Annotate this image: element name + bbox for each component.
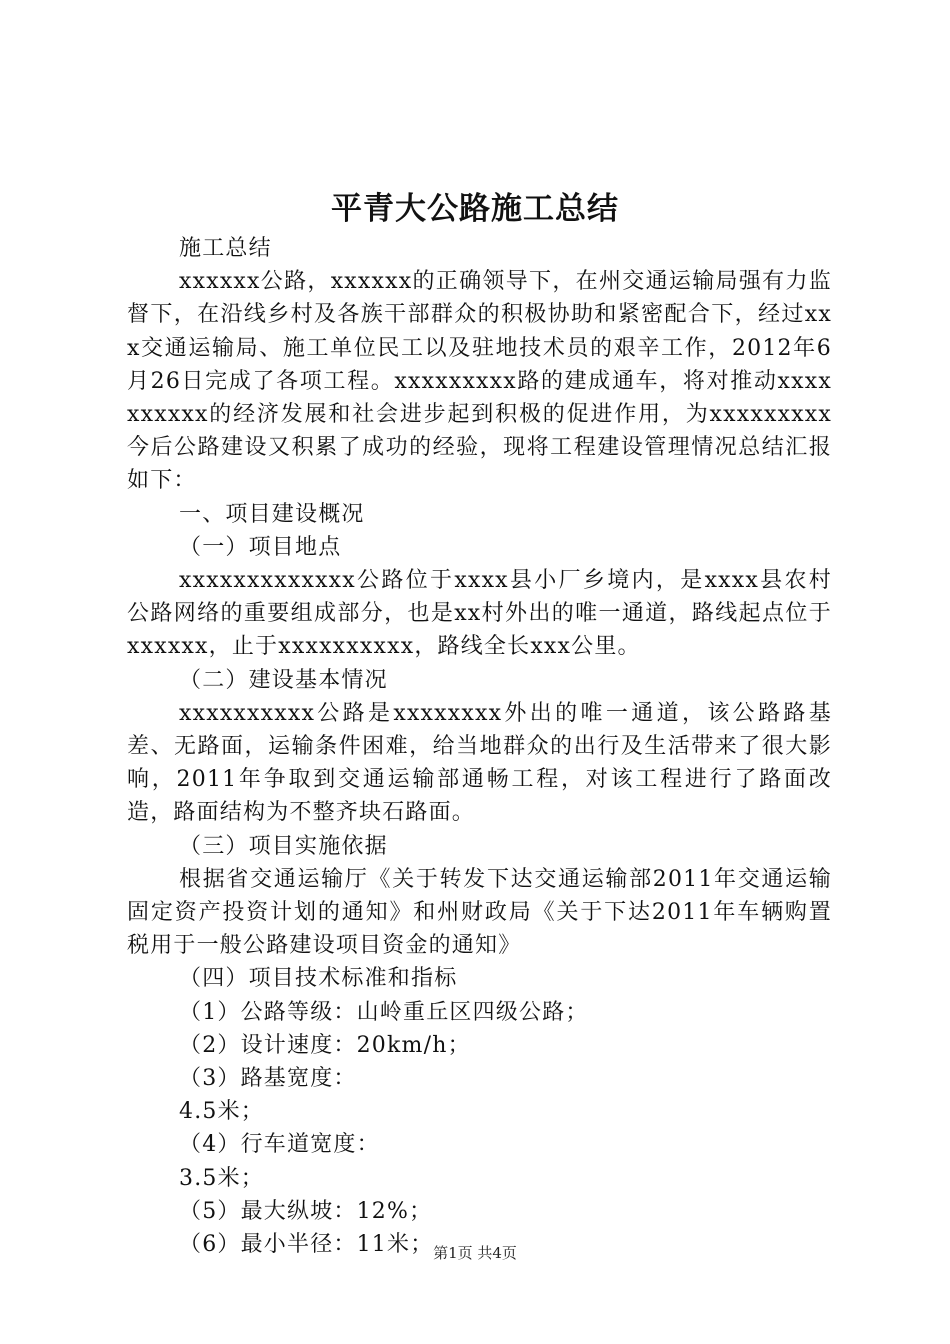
paragraph-basis: 根据省交通运输厅《关于转发下达交通运输部2011年交通运输固定资产投资计划的通知》和州财政局《关于下达2011年车辆购置税用于一般公路建设项目资金的通知》	[127, 866, 832, 959]
standard-min-radius: （6）最小半径：11米；	[179, 1232, 434, 1258]
standard-max-grade: （5）最大纵坡：12%；	[179, 1198, 433, 1224]
standard-subgrade-width-value: 4.5米；	[179, 1099, 264, 1125]
document-title: 平青大公路施工总结	[331, 191, 619, 227]
standard-lane-width-label: （4）行车道宽度：	[179, 1132, 380, 1158]
subsection-heading-standards: （四）项目技术标准和指标	[179, 966, 458, 992]
paragraph-basic-situation: xxxxxxxxxx公路是xxxxxxxx外出的唯一通道，该公路路基差、无路面，运输条件困难，给当地群众的出行及生活带来了很大影响，2011年争取到交通运输部通畅工程，对该工程进行了路面改造，路面结构为不整齐块石路面。	[127, 700, 832, 826]
page-footer: 第1页 共4页	[433, 1244, 517, 1262]
document-body	[127, 232, 832, 1261]
paragraph-summary-label: 施工总结	[179, 236, 272, 261]
standard-design-speed: （2）设计速度：20km/h；	[179, 1032, 471, 1058]
standard-road-grade: （1）公路等级：山岭重丘区四级公路；	[179, 999, 589, 1025]
paragraph-location: xxxxxxxxxxxxx公路位于xxxx县小厂乡境内，是xxxx县农村公路网络的重要组成部分，也是xx村外出的唯一通道，路线起点位于xxxxxx，止于xxxxxxxxxx，路线全长xxx公里。	[127, 568, 832, 660]
paragraph-intro: xxxxxx公路，xxxxxx的正确领导下，在州交通运输局强有力监督下，在沿线乡村及各族干部群众的积极协助和紧密配合下，经过xxx交通运输局、施工单位民工以及驻地技术员的艰辛工作，2012年6月26日完成了各项工程。xxxxxxxxx路的建成通车，将对推动xxxxxxxxxx的经济发展和社会进步起到积极的促进作用，为xxxxxxxxx今后公路建设又积累了成功的经验，现将工程建设管理情况总结汇报如下：	[127, 269, 832, 494]
standard-subgrade-width-label: （3）路基宽度：	[179, 1066, 357, 1092]
standard-lane-width-value: 3.5米；	[179, 1165, 264, 1191]
section-heading-overview: 一、项目建设概况	[179, 501, 365, 527]
subsection-heading-basis: （三）项目实施依据	[179, 833, 388, 859]
subsection-heading-basic-situation: （二）建设基本情况	[179, 667, 388, 693]
subsection-heading-location: （一）项目地点	[179, 534, 342, 560]
